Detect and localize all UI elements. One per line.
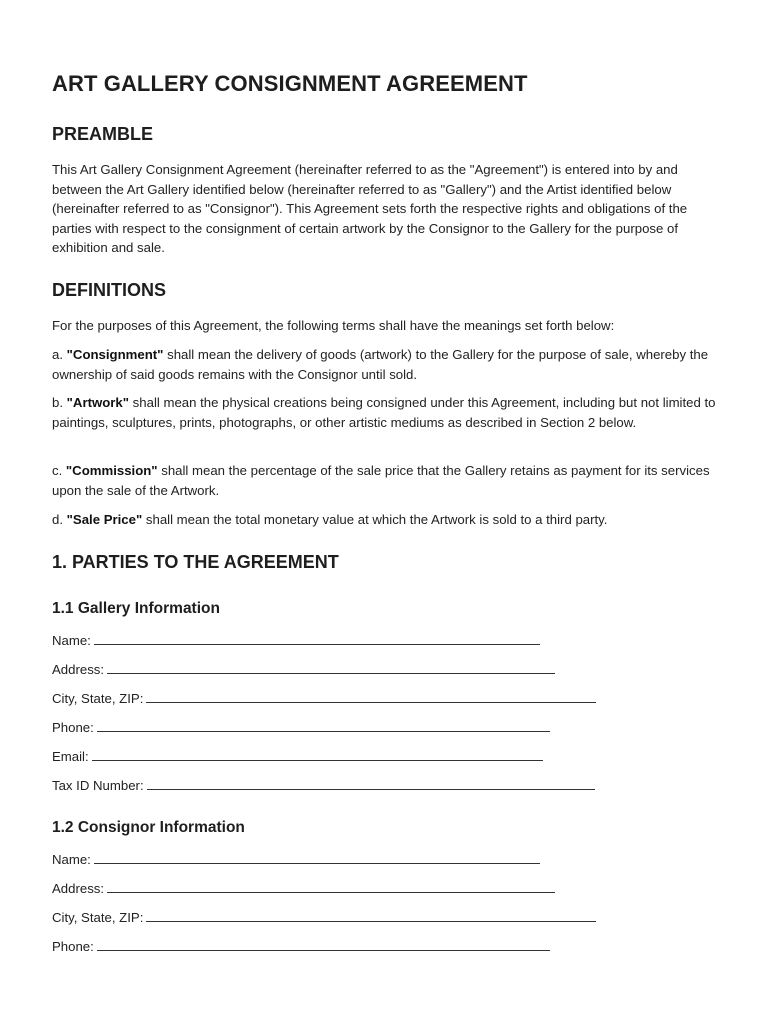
gallery-phone-field[interactable] (52, 719, 550, 737)
preamble-heading: PREAMBLE (52, 124, 154, 144)
gallery-tax-id-field[interactable] (52, 777, 595, 795)
blank-line[interactable] (92, 748, 543, 761)
document-title: ART GALLERY CONSIGNMENT AGREEMENT (52, 71, 528, 96)
definitions-heading: DEFINITIONS (52, 280, 167, 300)
blank-line[interactable] (146, 909, 596, 922)
gallery-name-field[interactable] (52, 632, 540, 650)
field-label: Email: (52, 749, 89, 764)
blank-line[interactable] (107, 880, 555, 893)
gallery-city-state-zip-field[interactable] (52, 690, 596, 708)
field-label: Address: (52, 662, 105, 677)
definition-term: "Commission" (65, 463, 158, 478)
blank-line[interactable] (97, 938, 550, 951)
preamble-text: This Art Gallery Consignment Agreement (hereinafter referred to as the "Agreement") is entered into by and between the Art Gallery identified below (hereinafter referred to as "Gallery") and the Artist identified below (hereinafter referred to as "Consignor"). This Agreement sets forth the respective rights and obligations of the parties with respect to the consignment of certain artwork by the Consignor to the Gallery for the purpose of exhibition and sale. (52, 162, 688, 256)
definition-prefix: b. (52, 395, 67, 410)
parties-heading: 1. PARTIES TO THE AGREEMENT (52, 552, 339, 572)
definition-text: shall mean the total monetary value at which the Artwork is sold to a third party. (142, 512, 608, 527)
blank-line[interactable] (97, 719, 550, 732)
field-label: City, State, ZIP: (52, 910, 144, 925)
consignor-phone-field[interactable] (52, 938, 550, 956)
definition-sale-price (52, 510, 722, 530)
blank-line[interactable] (107, 661, 555, 674)
field-label: Name: (52, 633, 91, 648)
field-label: City, State, ZIP: (52, 691, 144, 706)
definitions-intro: For the purposes of this Agreement, the following terms shall have the meanings set forth below: (52, 318, 615, 333)
definition-prefix: c. (52, 463, 66, 478)
definition-artwork (52, 393, 722, 432)
definition-term: "Sale Price" (66, 512, 143, 527)
blank-line[interactable] (94, 851, 540, 864)
definition-text: shall mean the delivery of goods (artwork) to the Gallery for the purpose of sale, whereby the ownership of said goods remains with the Consignor until sold. (52, 347, 709, 382)
consignor-name-field[interactable] (52, 851, 540, 869)
field-label: Name: (52, 852, 91, 867)
consignor-city-state-zip-field[interactable] (52, 909, 596, 927)
definition-term: "Artwork" (66, 395, 130, 410)
definition-text: shall mean the percentage of the sale price that the Gallery retains as payment for its services upon the sale of the Artwork. (52, 463, 710, 498)
definition-prefix: a. (52, 347, 67, 362)
blank-line[interactable] (94, 632, 540, 645)
field-label: Tax ID Number: (52, 778, 144, 793)
gallery-email-field[interactable] (52, 748, 543, 766)
blank-line[interactable] (146, 690, 596, 703)
definition-text: shall mean the physical creations being consigned under this Agreement, including but not limited to paintings, sculptures, prints, photographs, or other artistic mediums as described in Section 2 below. (52, 395, 716, 430)
blank-line[interactable] (147, 777, 595, 790)
consignor-info-heading: 1.2 Consignor Information (52, 819, 245, 836)
field-label: Phone: (52, 939, 94, 954)
gallery-address-field[interactable] (52, 661, 555, 679)
field-label: Address: (52, 881, 105, 896)
field-label: Phone: (52, 720, 94, 735)
gallery-info-heading: 1.1 Gallery Information (52, 600, 220, 617)
consignor-address-field[interactable] (52, 880, 555, 898)
definition-prefix: d. (52, 512, 67, 527)
definition-consignment (52, 345, 722, 384)
definition-commission (52, 461, 722, 500)
definition-term: "Consignment" (66, 347, 164, 362)
